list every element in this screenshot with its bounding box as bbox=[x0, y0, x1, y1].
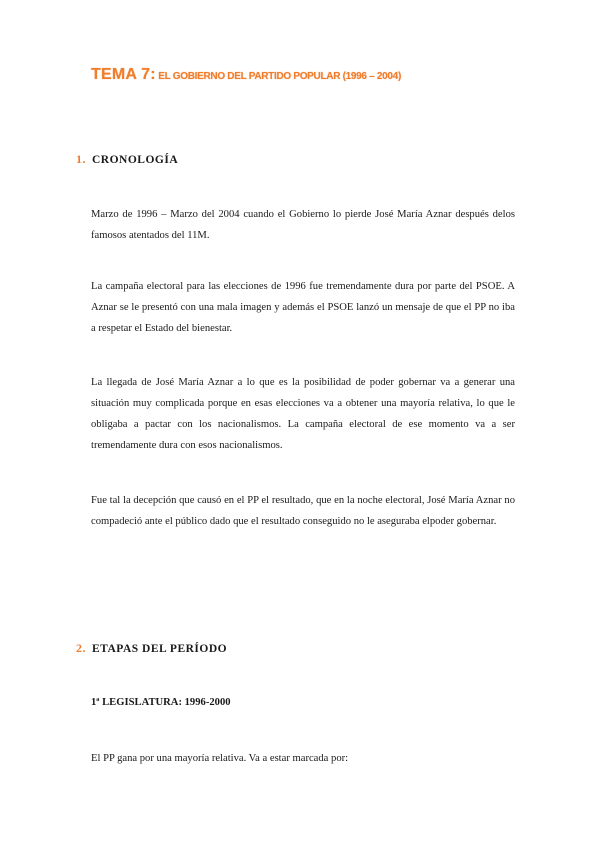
paragraph-4: Fue tal la decepción que causó en el PP el resultado, que en la noche electoral, José María Aznar no compadeció ante el público dado que el resultado conseguido no le aseguraba elpoder gobernar. bbox=[91, 495, 515, 527]
legislature-subheading: 1ª LEGISLATURA: 1996-2000 bbox=[91, 697, 231, 708]
paragraph-1: Marzo de 1996 – Marzo del 2004 cuando el Gobierno lo pierde José María Aznar después delos famosos atentados del 11M. bbox=[91, 209, 515, 241]
section-number: 1. bbox=[76, 152, 86, 166]
section-title: CRONOLOGÍA bbox=[92, 154, 179, 166]
paragraph-5: El PP gana por una mayoría relativa. Va a estar marcada por: bbox=[91, 753, 349, 764]
document-title bbox=[91, 66, 401, 84]
paragraph-2: La campaña electoral para las elecciones de 1996 fue tremendamente dura por parte del PSOE. A Aznar se le presentó con una mala imagen y además el PSOE lanzó un mensaje de que el PP no iba a respetar el Estado del bienestar. bbox=[91, 281, 515, 334]
section-heading-etapas bbox=[76, 641, 227, 656]
section-heading-cronologia bbox=[76, 152, 178, 167]
title-prefix: TEMA 7: bbox=[91, 66, 156, 83]
section-title: ETAPAS DEL PERÍODO bbox=[92, 643, 228, 655]
paragraph-3: La llegada de José María Aznar a lo que es la posibilidad de poder gobernar va a generar una situación muy complicada porque en esas elecciones va a obtener una mayoría relativa, lo que le obligaba a pactar con los nacionalismos. La campaña electoral de ese momento va a ser tremendamente dura con esos nacionalismos. bbox=[91, 377, 515, 451]
section-number: 2. bbox=[76, 641, 86, 655]
title-text: EL GOBIERNO DEL PARTIDO POPULAR (1996 – 2004) bbox=[155, 71, 401, 82]
